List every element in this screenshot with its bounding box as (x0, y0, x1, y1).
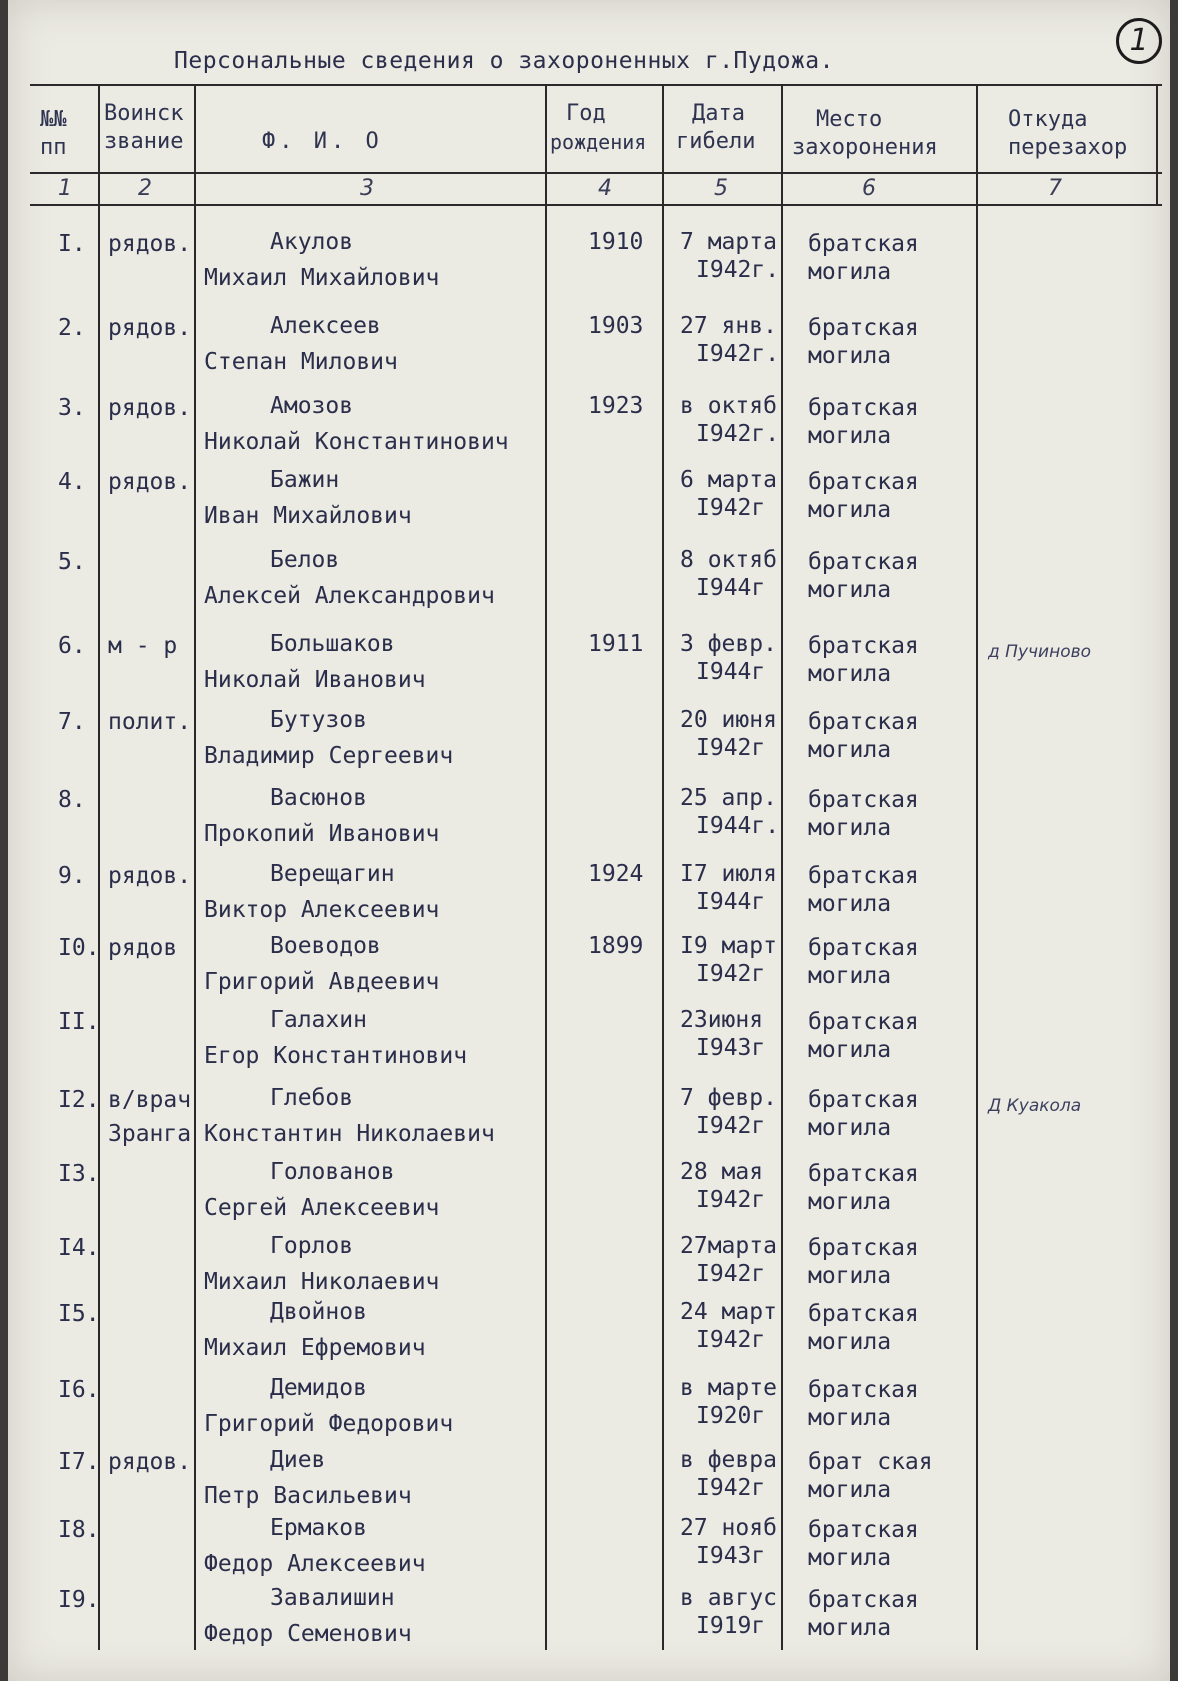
record-death-day: I9 март (680, 933, 777, 959)
record-surname: Белов (270, 547, 340, 573)
record-death-day: 27марта (680, 1233, 777, 1259)
record-number: 7. (58, 709, 86, 735)
header-number: №№ пп (40, 107, 67, 160)
record-death-year: I942г. (696, 257, 780, 283)
record-rank: рядов. (108, 469, 192, 495)
record-burial-place: братская (808, 1009, 919, 1035)
record-burial-place-2: могила (808, 259, 892, 285)
record-rank-detail: Зранга (108, 1121, 192, 1147)
record-burial-place: братская (808, 395, 919, 421)
record-death-day: 7 марта (680, 229, 777, 255)
record-given-names: Михаил Николаевич (204, 1269, 440, 1295)
record-death-day: в февра (680, 1447, 777, 1473)
page-title: Персональные сведения о захороненных г.Пудожа. (174, 48, 834, 74)
column-number-1: 1 (58, 176, 72, 201)
record-birth-year: 1910 (588, 229, 644, 255)
record-number: II. (58, 1009, 100, 1035)
header-bottom-border (30, 172, 1162, 174)
record-given-names: Алексей Александрович (204, 583, 495, 609)
record-given-names: Константин Николаевич (204, 1121, 495, 1147)
record-given-names: Михаил Михайлович (204, 265, 440, 291)
record-death-day: 23июня (680, 1007, 764, 1033)
record-given-names: Петр Васильевич (204, 1483, 412, 1509)
record-death-day: в авгус (680, 1585, 777, 1611)
column-number-6: 6 (862, 176, 876, 201)
record-burial-place-2: могила (808, 661, 892, 687)
record-surname: Алексеев (270, 313, 381, 339)
record-given-names: Прокопий Иванович (204, 821, 440, 847)
header-burial-place: Место захоронения (792, 107, 938, 160)
record-death-day: 28 мая (680, 1159, 764, 1185)
record-burial-place: братская (808, 231, 919, 257)
record-rank: рядов. (108, 1449, 192, 1475)
col-divider-5 (781, 84, 783, 1650)
record-rank: полит. (108, 709, 192, 735)
record-rank: рядов. (108, 231, 192, 257)
record-burial-place: брат ская (808, 1449, 933, 1475)
record-number: 4. (58, 469, 86, 495)
record-rank: рядов. (108, 315, 192, 341)
record-death-year: I942г. (696, 341, 780, 367)
record-death-day: 20 июня (680, 707, 777, 733)
record-birth-year: 1911 (588, 631, 644, 657)
record-given-names: Григорий Авдеевич (204, 969, 440, 995)
record-burial-place: братская (808, 469, 919, 495)
record-reburial-origin: д Пучиново (988, 642, 1092, 662)
colnum-bottom-border (30, 204, 1162, 206)
column-number-3: 3 (360, 176, 374, 201)
record-death-year: I942г (696, 1113, 766, 1139)
record-death-year: I944г (696, 659, 766, 685)
record-given-names: Виктор Алексеевич (204, 897, 440, 923)
record-burial-place-2: могила (808, 1263, 892, 1289)
record-surname: Амозов (270, 393, 354, 419)
record-burial-place-2: могила (808, 737, 892, 763)
record-number: I8. (58, 1517, 100, 1543)
record-surname: Двойнов (270, 1299, 367, 1325)
record-surname: Верещагин (270, 861, 395, 887)
record-burial-place-2: могила (808, 1329, 892, 1355)
col-divider-7 (1156, 84, 1158, 204)
record-surname: Бажин (270, 467, 340, 493)
record-number: I6. (58, 1377, 100, 1403)
header-reburial-origin: Откуда перезахор (1008, 107, 1128, 160)
record-burial-place-2: могила (808, 577, 892, 603)
record-surname: Воеводов (270, 933, 381, 959)
record-burial-place-2: могила (808, 423, 892, 449)
record-rank: рядов. (108, 395, 192, 421)
record-death-day: 27 янв. (680, 313, 777, 339)
record-burial-place-2: могила (808, 1037, 892, 1063)
record-death-year: I944г. (696, 813, 780, 839)
record-death-day: 6 марта (680, 467, 777, 493)
column-number-4: 4 (598, 176, 612, 201)
record-burial-place-2: могила (808, 815, 892, 841)
record-given-names: Григорий Федорович (204, 1411, 454, 1437)
record-burial-place: братская (808, 935, 919, 961)
record-rank: м - р (108, 633, 178, 659)
record-burial-place: братская (808, 1587, 919, 1613)
record-number: I. (58, 231, 86, 257)
record-birth-year: 1899 (588, 933, 644, 959)
record-death-year: I920г (696, 1403, 766, 1429)
record-death-year: I942г. (696, 421, 780, 447)
col-divider-2 (194, 84, 196, 1650)
record-surname: Васюнов (270, 785, 367, 811)
col-divider-1 (98, 84, 100, 1650)
record-death-day: в марте (680, 1375, 777, 1401)
record-burial-place-2: могила (808, 497, 892, 523)
record-surname: Акулов (270, 229, 354, 255)
record-surname: Большаков (270, 631, 395, 657)
record-burial-place: братская (808, 1087, 919, 1113)
record-birth-year: 1923 (588, 393, 644, 419)
record-death-day: 25 апр. (680, 785, 777, 811)
record-birth-year: 1924 (588, 861, 644, 887)
record-number: I0. (58, 935, 100, 961)
record-number: I4. (58, 1235, 100, 1261)
record-number: I5. (58, 1301, 100, 1327)
record-death-day: 7 февр. (680, 1085, 777, 1111)
column-number-7: 7 (1048, 176, 1062, 201)
col-divider-6 (976, 84, 978, 1650)
record-rank: рядов (108, 935, 178, 961)
record-given-names: Николай Иванович (204, 667, 426, 693)
record-burial-place: братская (808, 1517, 919, 1543)
record-given-names: Федор Семенович (204, 1621, 412, 1647)
record-death-year: I943г (696, 1035, 766, 1061)
record-surname: Диев (270, 1447, 326, 1473)
record-burial-place-2: могила (808, 1115, 892, 1141)
record-surname: Бутузов (270, 707, 367, 733)
record-death-day: 24 март (680, 1299, 777, 1325)
record-death-year: I942г (696, 1187, 766, 1213)
record-given-names: Степан Милович (204, 349, 398, 375)
record-surname: Голованов (270, 1159, 395, 1185)
record-surname: Демидов (270, 1375, 367, 1401)
record-burial-place-2: могила (808, 343, 892, 369)
record-surname: Глебов (270, 1085, 354, 1111)
record-number: I2. (58, 1087, 100, 1113)
record-rank: в/врач (108, 1087, 192, 1113)
header-fio: Ф. И. О (262, 129, 383, 154)
record-burial-place: братская (808, 863, 919, 889)
record-death-day: 3 февр. (680, 631, 777, 657)
record-death-day: 8 октяб (680, 547, 777, 573)
record-number: 3. (58, 395, 86, 421)
column-number-5: 5 (714, 176, 728, 201)
record-burial-place: братская (808, 1301, 919, 1327)
record-death-year: I942г (696, 961, 766, 987)
record-given-names: Егор Константинович (204, 1043, 468, 1069)
record-burial-place: братская (808, 549, 919, 575)
record-burial-place: братская (808, 315, 919, 341)
record-death-year: I944г (696, 575, 766, 601)
record-burial-place-2: могила (808, 1615, 892, 1641)
record-given-names: Иван Михайлович (204, 503, 412, 529)
record-burial-place: братская (808, 787, 919, 813)
record-death-year: I942г (696, 1475, 766, 1501)
record-number: 2. (58, 315, 86, 341)
record-surname: Горлов (270, 1233, 354, 1259)
table-top-border (30, 84, 1162, 86)
record-death-day: в октяб (680, 393, 777, 419)
record-burial-place-2: могила (808, 1405, 892, 1431)
record-burial-place-2: могила (808, 1189, 892, 1215)
record-death-year: I919г (696, 1613, 766, 1639)
record-surname: Галахин (270, 1007, 367, 1033)
document-sheet (8, 0, 1170, 1681)
record-burial-place: братская (808, 1377, 919, 1403)
record-number: I3. (58, 1161, 100, 1187)
record-number: 8. (58, 787, 86, 813)
record-number: I9. (58, 1587, 100, 1613)
record-burial-place-2: могила (808, 963, 892, 989)
record-death-day: 27 нояб (680, 1515, 777, 1541)
record-given-names: Михаил Ефремович (204, 1335, 426, 1361)
record-given-names: Федор Алексеевич (204, 1551, 426, 1577)
record-death-year: I943г (696, 1543, 766, 1569)
header-rank: Воинск звание (104, 101, 184, 154)
record-given-names: Сергей Алексеевич (204, 1195, 440, 1221)
record-burial-place-2: могила (808, 1545, 892, 1571)
record-given-names: Владимир Сергеевич (204, 743, 454, 769)
col-divider-4 (662, 84, 664, 1650)
record-burial-place: братская (808, 633, 919, 659)
record-birth-year: 1903 (588, 313, 644, 339)
header-birth-year: Год рождения (550, 101, 647, 154)
record-burial-place: братская (808, 1235, 919, 1261)
record-burial-place-2: могила (808, 1477, 892, 1503)
record-death-year: I942г (696, 1327, 766, 1353)
col-divider-3 (545, 84, 547, 1650)
record-death-year: I942г (696, 735, 766, 761)
column-number-2: 2 (138, 176, 152, 201)
record-surname: Ермаков (270, 1515, 367, 1541)
record-reburial-origin: Д Куакола (988, 1096, 1082, 1116)
record-death-year: I942г (696, 495, 766, 521)
record-surname: Завалишин (270, 1585, 395, 1611)
record-burial-place: братская (808, 709, 919, 735)
record-death-year: I944г (696, 889, 766, 915)
header-death-date: Дата гибели (676, 101, 756, 154)
record-rank: рядов. (108, 863, 192, 889)
record-number: 6. (58, 633, 86, 659)
record-burial-place-2: могила (808, 891, 892, 917)
record-number: 5. (58, 549, 86, 575)
record-death-day: I7 июля (680, 861, 777, 887)
record-given-names: Николай Константинович (204, 429, 509, 455)
page-number-circle: 1 (1116, 18, 1162, 64)
record-number: I7. (58, 1449, 100, 1475)
record-death-year: I942г (696, 1261, 766, 1287)
record-burial-place: братская (808, 1161, 919, 1187)
record-number: 9. (58, 863, 86, 889)
